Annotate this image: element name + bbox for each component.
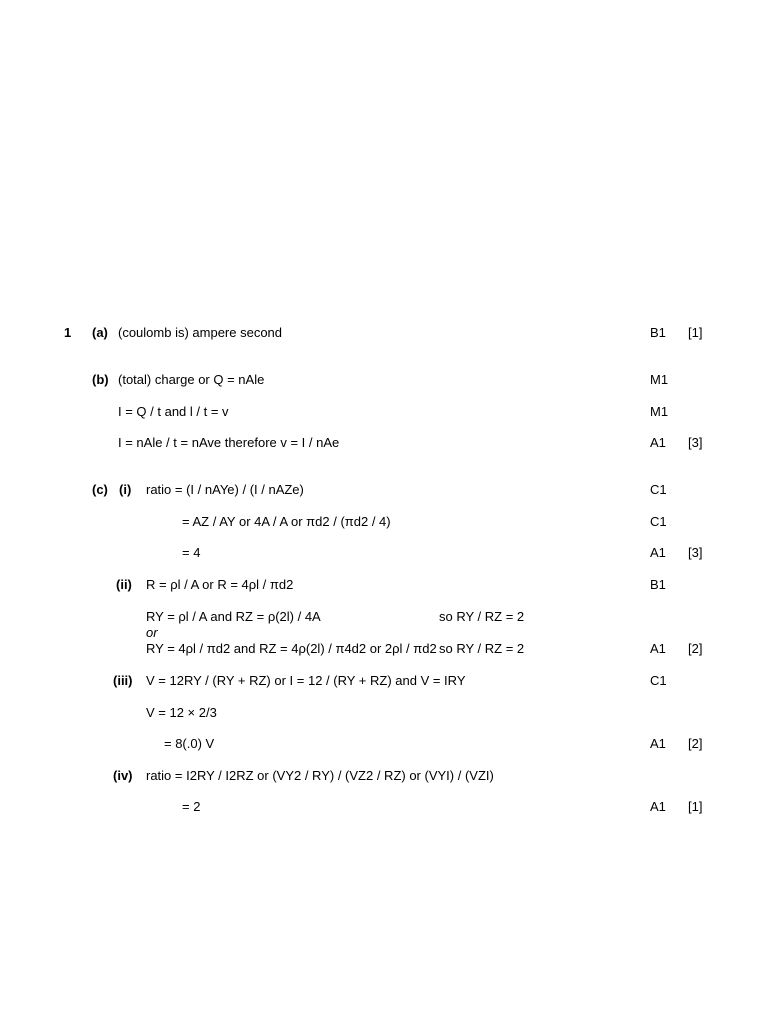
part-c-i-line2: = AZ / AY or 4A / A or πd2 / (πd2 / 4) (182, 514, 391, 529)
part-c-ii-line3-mark: A1 (650, 641, 666, 656)
part-a-answer: (coulomb is) ampere second (118, 325, 283, 340)
part-c-i-line3: = 4 (182, 545, 201, 560)
part-b-line3: I = nAle / t = nAve therefore v = I / nAe (118, 435, 340, 450)
part-a-label: (a) (92, 325, 108, 340)
part-c-ii-label: (ii) (116, 577, 132, 592)
part-c-ii-line3-so: so RY / RZ = 2 (439, 641, 525, 656)
part-c-i-label: (i) (119, 482, 132, 497)
part-b-total: [3] (688, 435, 703, 450)
part-b-line3-mark: A1 (650, 435, 666, 450)
part-a-total: [1] (688, 325, 703, 340)
part-c-ii-total: [2] (688, 641, 703, 656)
part-b-line1-mark: M1 (650, 372, 669, 387)
part-c-label: (c) (92, 482, 108, 497)
question-number: 1 (64, 325, 72, 340)
part-c-iii-line1-mark: C1 (650, 673, 667, 688)
part-c-ii-line1: R = ρl / A or R = 4ρl / πd2 (146, 577, 294, 592)
part-c-iv-total: [1] (688, 799, 703, 814)
part-c-iii-total: [2] (688, 736, 703, 751)
part-c-ii-line3: RY = 4ρl / πd2 and RZ = 4ρ(2l) / π4d2 or 2ρl / πd2 (146, 641, 437, 656)
part-b-line2: I = Q / t and l / t = v (118, 404, 229, 419)
part-c-ii-or: or (146, 625, 158, 640)
part-a-mark: B1 (650, 325, 666, 340)
part-c-i-line3-mark: A1 (650, 545, 666, 560)
part-c-i-line2-mark: C1 (650, 514, 667, 529)
part-c-iv-label: (iv) (113, 768, 133, 783)
part-c-ii-line2-so: so RY / RZ = 2 (439, 609, 525, 624)
part-c-ii-line2: RY = ρl / A and RZ = ρ(2l) / 4A (146, 609, 321, 624)
part-c-iii-label: (iii) (113, 673, 133, 688)
part-c-iv-line1: ratio = I2RY / I2RZ or (VY2 / RY) / (VZ2 / RZ) or (VYI) / (VZI) (146, 768, 494, 783)
part-c-ii-line1-mark: B1 (650, 577, 666, 592)
part-c-i-line1: ratio = (I / nAYe) / (I / nAZe) (146, 482, 304, 497)
part-c-i-line1-mark: C1 (650, 482, 667, 497)
part-c-iii-line1: V = 12RY / (RY + RZ) or I = 12 / (RY + RZ) and V = IRY (146, 673, 466, 688)
part-b-line1: (total) charge or Q = nAle (118, 372, 265, 387)
part-c-iv-line2-mark: A1 (650, 799, 666, 814)
part-c-iii-line2: V = 12 × 2/3 (146, 705, 217, 720)
part-b-line2-mark: M1 (650, 404, 669, 419)
part-c-iii-line3: = 8(.0) V (164, 736, 215, 751)
part-c-i-total: [3] (688, 545, 703, 560)
part-c-iv-line2: = 2 (182, 799, 201, 814)
part-b-label: (b) (92, 372, 109, 387)
part-c-iii-line3-mark: A1 (650, 736, 666, 751)
